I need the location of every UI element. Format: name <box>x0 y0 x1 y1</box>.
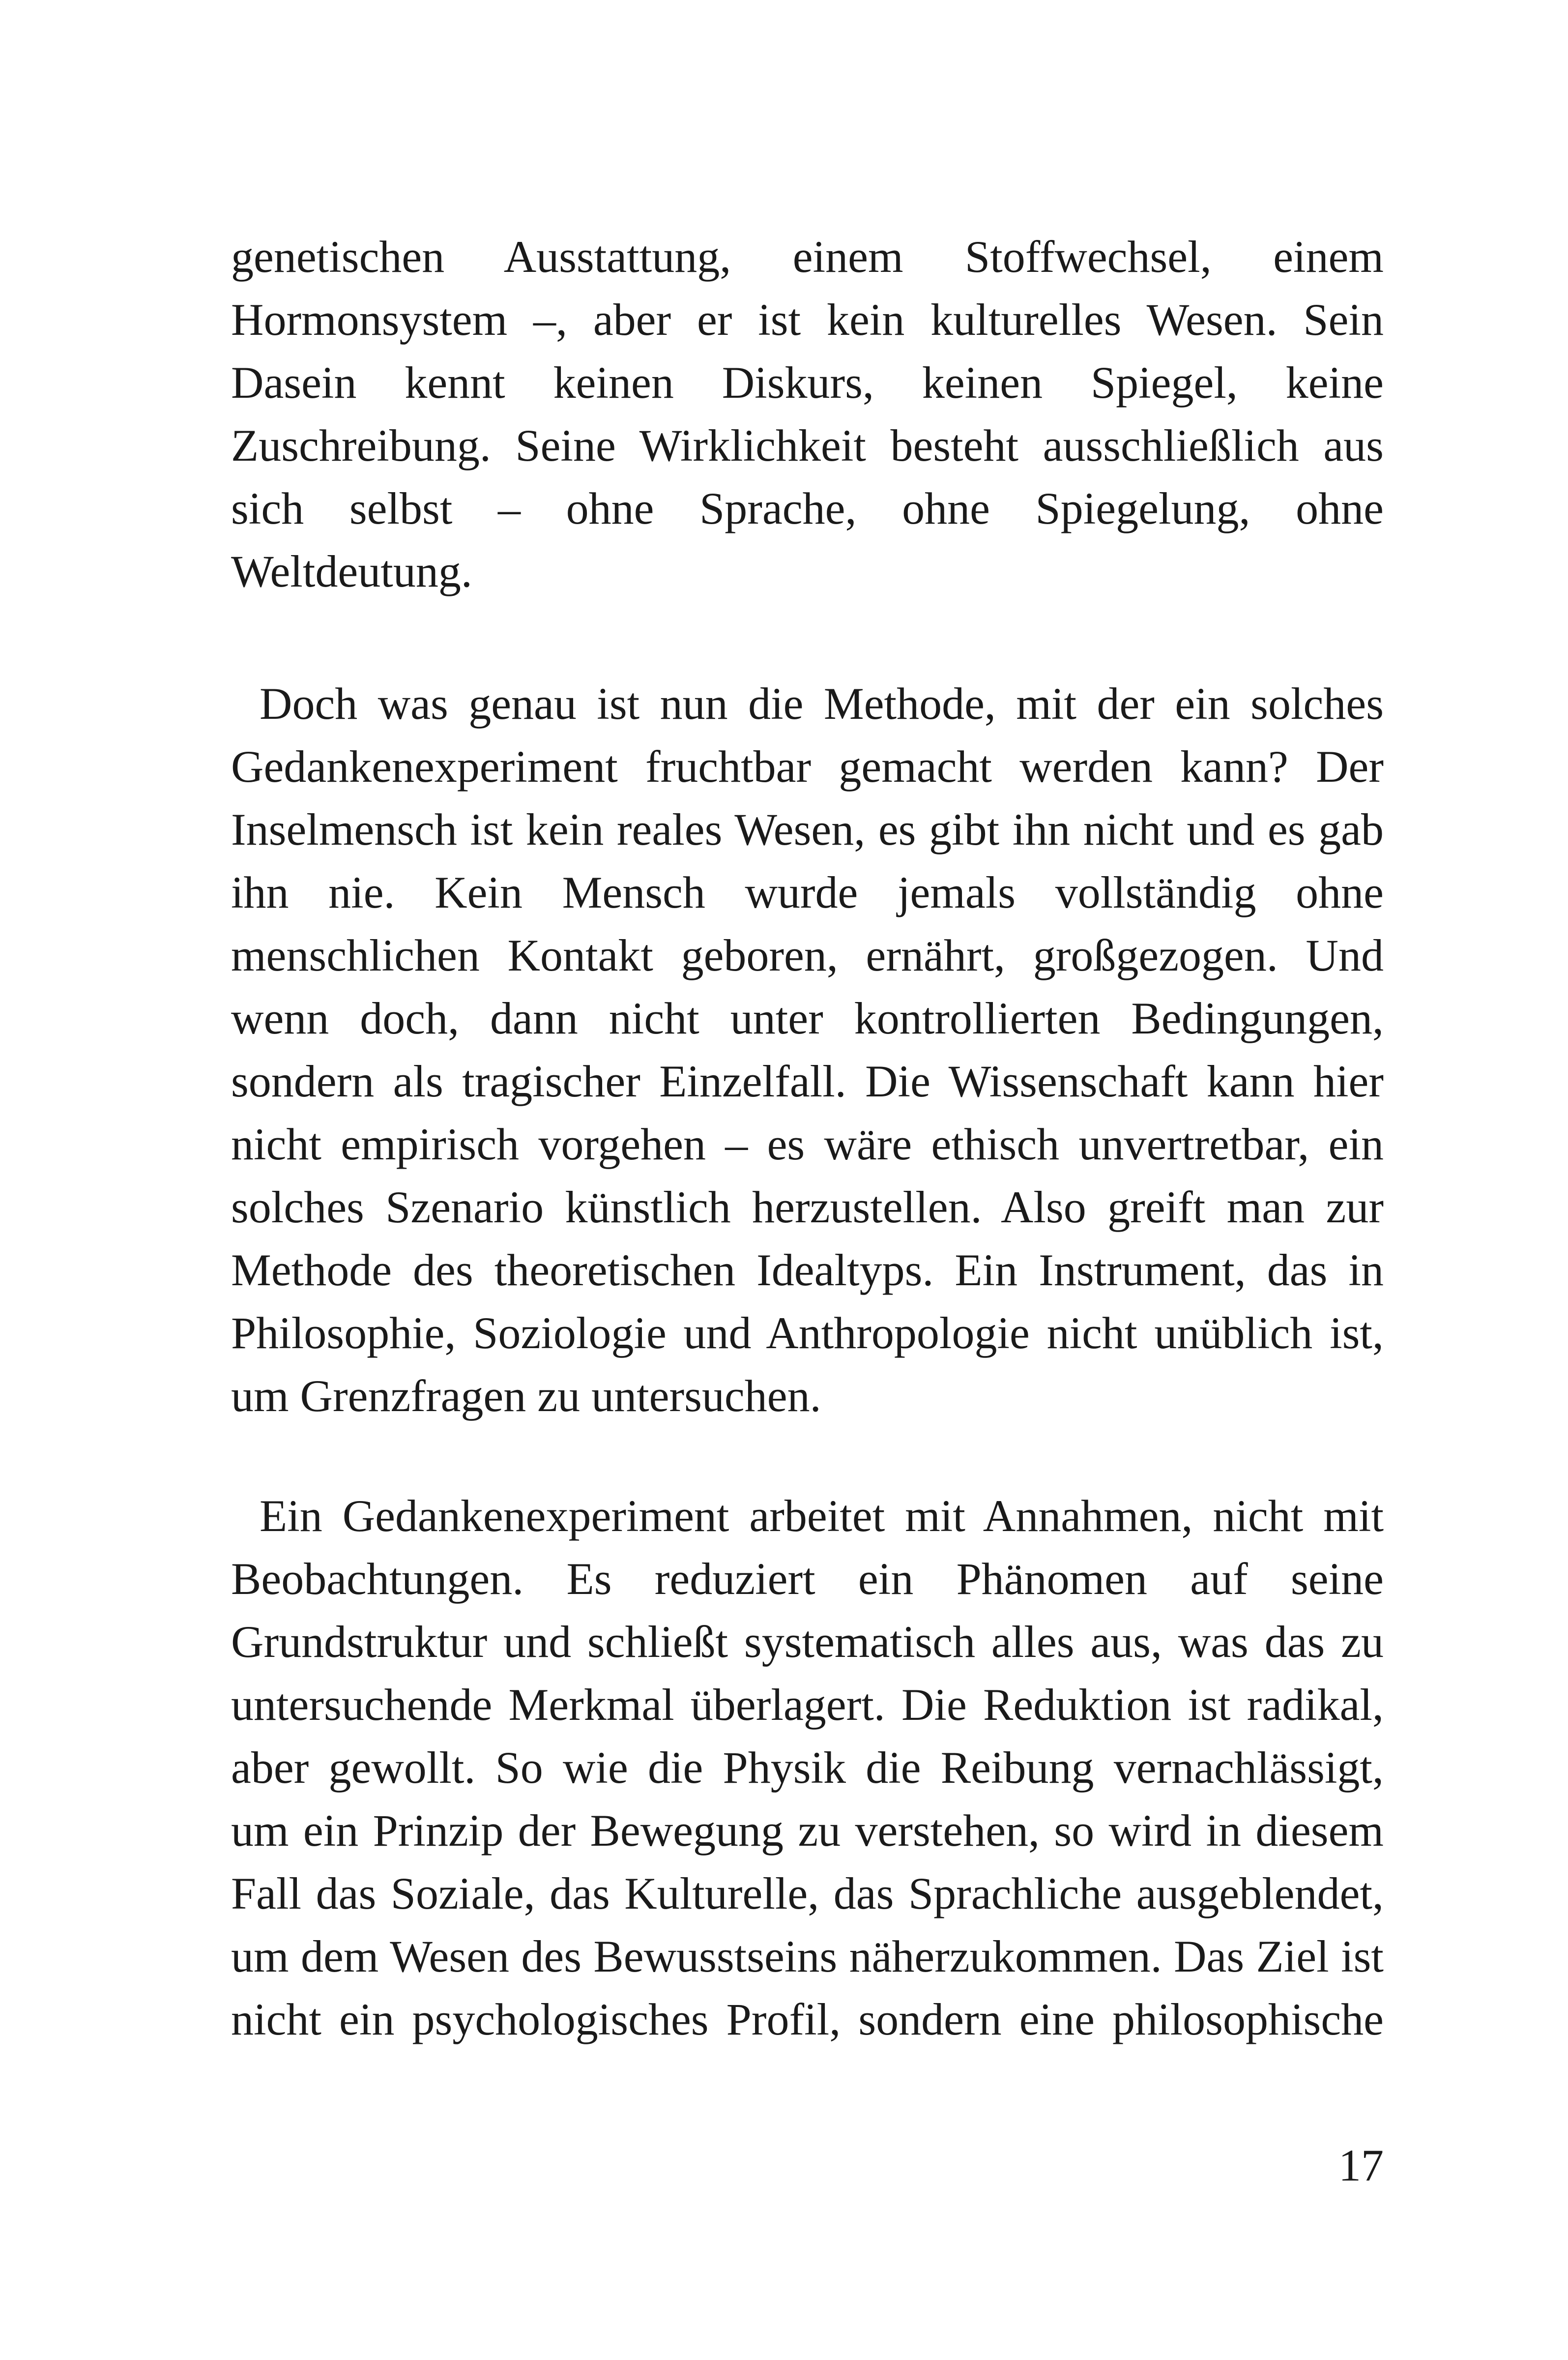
paragraph-2: Doch was genau ist nun die Methode, mit der ein solches Gedankenexperiment fruchtbar gemacht werden kann? Der Inselmensch ist kein reales Wesen, es gibt ihn nicht und es gab ihn nie. Kein Mensch wurde jemals vollständig ohne menschlichen Kontakt geboren, ernährt, großgezogen. Und wenn doch, dann nicht unter kontrollierten Bedingungen, sondern als tragischer Einzelfall. Die Wissenschaft kann hier nicht empirisch vorgehen – es wäre ethisch unvertretbar, ein solches Szenario künstlich herzustellen. Also greift man zur Methode des theoretischen Idealtyps. Ein Instrument, das in Philosophie, Soziologie und Anthropologie nicht unüblich ist, um Grenzfragen zu untersuchen. <box>231 678 1384 1421</box>
paragraph-1: genetischen Ausstattung, einem Stoffwechsel, einem Hormonsystem –, aber er ist kein kulturelles Wesen. Sein Dasein kennt keinen Diskurs, keinen Spiegel, keine Zuschreibung. Seine Wirklichkeit besteht ausschließlich aus sich selbst – ohne Sprache, ohne Spiegelung, ohne Weltdeutung. <box>231 232 1384 596</box>
paragraph-3: Ein Gedankenexperiment arbeitet mit Annahmen, nicht mit Beobachtungen. Es reduziert ein Phänomen auf seine Grundstruktur und schließt systematisch alles aus, was das zu untersuchende Merkmal überlagert. Die Reduktion ist radikal, aber gewollt. So wie die Physik die Reibung vernachlässigt, um ein Prinzip der Bewegung zu verstehen, so wird in diesem Fall das Soziale, das Kulturelle, das Sprachliche ausgeblendet, um dem Wesen des Bewusstseins näherzukommen. Das Ziel ist nicht ein psychologisches Profil, sondern eine philosophische <box>231 1491 1384 2044</box>
page-number: 17 <box>1338 2140 1384 2190</box>
